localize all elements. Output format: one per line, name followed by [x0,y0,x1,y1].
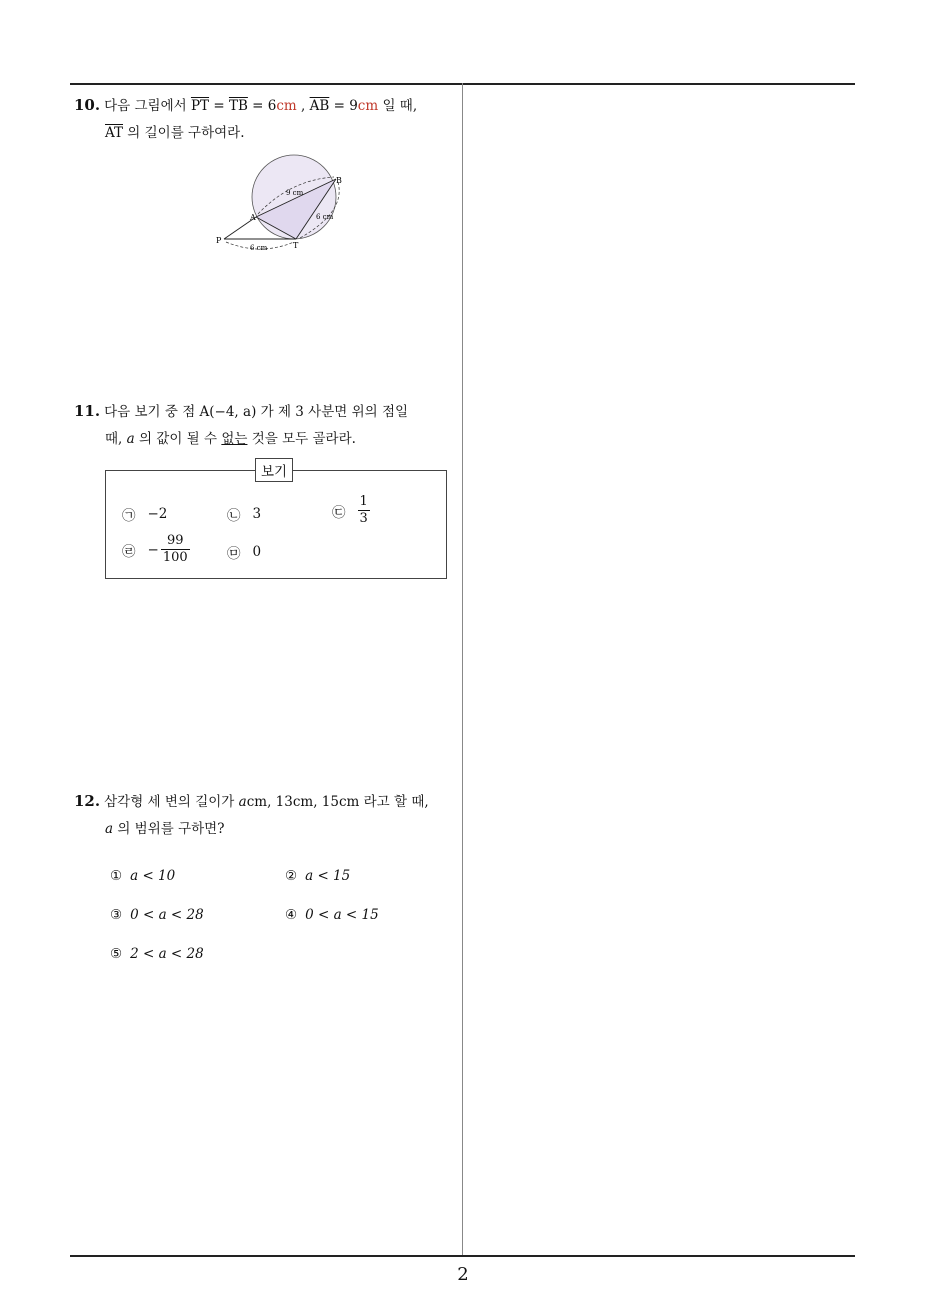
label-9cm: 9 cm [286,189,304,197]
label-6cm-bt: 6 cm [316,213,334,221]
question-12-line-2 [74,816,458,843]
separator: , [296,98,310,114]
choice-text: 2 < a < 28 [130,946,204,962]
equals: = [209,98,229,114]
item-mark: ㉢ [332,504,346,521]
segment-ab: $\overline{AB}$ [309,98,330,114]
choice-mark: ④ [285,907,298,923]
choice-text: 0 < a < 28 [130,907,204,923]
bogi-item-1 [122,504,167,524]
bottom-rule [70,1255,855,1257]
unit-cm: cm [276,98,297,114]
question-text: 일 때, [378,98,418,114]
choice-5[interactable] [110,946,204,962]
question-text: 삼각형 세 변의 길이가 [104,794,239,810]
label-a: A [250,213,256,222]
fraction [161,533,190,566]
question-10-line-1 [74,92,458,120]
variable-a: a [105,821,114,837]
label-p: P [216,236,222,245]
choice-1[interactable] [110,868,175,884]
bogi-item-4 [122,533,190,566]
question-text: 것을 모두 골라라. [247,431,356,447]
item-mark: ㉤ [227,546,241,562]
choice-mark: ① [110,868,123,884]
item-mark: ㉣ [122,543,136,560]
choice-3[interactable] [110,907,204,923]
underlined-word: 없는 [221,431,248,447]
bogi-item-3 [332,494,370,527]
question-11-line-2 [74,426,458,453]
question-text: cm, 13cm, 15cm 라고 할 때, [246,794,429,810]
segment-pt: $\overline{PT}$ [190,98,210,114]
circle-tangent-figure [210,150,350,256]
question-11-line-1 [74,398,458,426]
value-6: = 6 [247,98,277,114]
question-number: 10. [74,96,101,114]
segment-at: $\overline{AT}$ [105,125,124,141]
choice-text: a < 15 [305,868,351,884]
choice-text: 0 < a < 15 [305,907,379,923]
question-text: 의 범위를 구하면? [113,821,225,837]
question-10 [74,92,458,147]
choice-2[interactable] [285,868,350,884]
page-number: 2 [457,1264,469,1285]
label-6cm-pt: 6 cm [250,244,268,252]
question-12-line-1 [74,788,458,816]
choice-text: a < 10 [130,868,176,884]
value-9: = 9 [329,98,358,114]
choice-mark: ② [285,868,298,884]
label-b: B [336,176,342,185]
variable-a: a [238,794,247,810]
fraction [358,494,370,527]
item-value: 3 [252,506,262,522]
bogi-title: 보기 [255,458,293,482]
fraction-numerator: 99 [166,533,184,548]
question-12 [74,788,458,843]
choice-4[interactable] [285,907,379,923]
item-value: −2 [147,506,168,522]
column-divider [462,83,463,1257]
item-mark: ㉠ [122,508,136,524]
fraction-numerator: 1 [359,494,368,509]
question-10-line-2 [74,120,458,147]
question-text: 다음 보기 중 점 A(−4, a) 가 제 3 사분면 위의 점일 [104,404,409,420]
question-text: 다음 그림에서 [104,98,191,114]
question-number: 11. [74,402,101,420]
question-text: 의 값이 될 수 [134,431,222,447]
question-number: 12. [74,792,101,810]
question-text: 때, [105,431,127,447]
item-mark: ㉡ [227,508,241,524]
choice-mark: ③ [110,907,123,923]
minus-sign: − [147,541,159,558]
bogi-item-2 [227,504,261,524]
unit-cm: cm [357,98,379,114]
bogi-item-5 [227,542,261,562]
fraction-denominator: 100 [162,550,188,565]
item-value [148,533,190,566]
label-t: T [293,241,299,250]
variable-a: a [126,431,135,447]
segment-tb: $\overline{TB}$ [228,98,248,114]
choice-mark: ⑤ [110,946,123,962]
question-text: 의 길이를 구하여라. [123,125,245,141]
question-11 [74,398,458,453]
fraction-denominator: 3 [359,511,368,526]
item-value: 0 [252,544,262,560]
